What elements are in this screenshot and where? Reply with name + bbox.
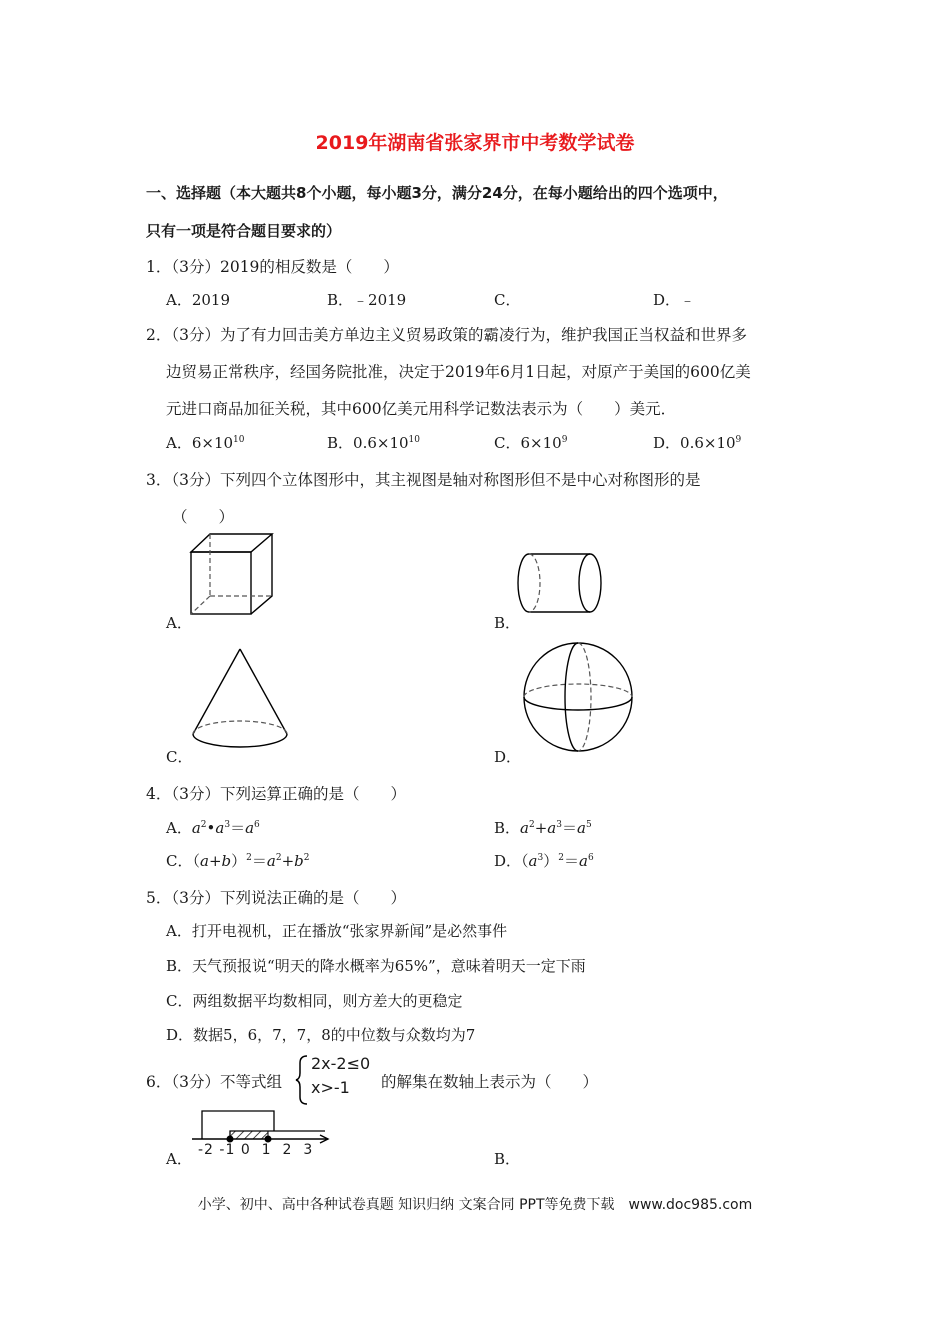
question-2-line1: 2．（3分）为了有力回击美方单边主义贸易政策的霸凌行为，维护我国正当权益和世界多 bbox=[146, 326, 747, 344]
q5-option-c: C．两组数据平均数相同，则方差大的更稳定 bbox=[166, 992, 463, 1010]
page-footer: 小学、初中、高中各种试卷真题 知识归纳 文案合同 PPT等免费下载 www.doc985.com bbox=[197, 1197, 753, 1213]
sphere-figure bbox=[522, 641, 634, 753]
axis-label: 3 bbox=[303, 1142, 314, 1158]
question-4-stem: 4．（3分）下列运算正确的是（ ） bbox=[146, 785, 406, 803]
exam-title: 2019年湖南省张家界市中考数学试卷 bbox=[315, 132, 635, 154]
q1-option-d: D．﹣ bbox=[653, 291, 696, 309]
question-1-stem: 1．（3分）2019的相反数是（ ） bbox=[146, 258, 399, 276]
question-6-stem-suffix: 的解集在数轴上表示为（ ） bbox=[381, 1073, 599, 1091]
q4-option-b: B．$a^2+a^3=a^5$ bbox=[494, 819, 592, 837]
q6-option-b: B． bbox=[494, 1150, 521, 1168]
q4-option-d: D．$(a^3)^2=a^6$ bbox=[494, 852, 594, 870]
q3-option-b: B． bbox=[494, 614, 521, 632]
q6-option-a: A． bbox=[166, 1150, 192, 1168]
q2-option-b: B．$0.6\times 10^{10}$ bbox=[327, 434, 420, 452]
section-heading-line2: 只有一项是符合题目要求的） bbox=[146, 222, 342, 240]
q1-option-c: C． bbox=[494, 291, 521, 309]
q3-option-c: C． bbox=[166, 748, 193, 766]
axis-label: -2 bbox=[198, 1142, 214, 1158]
axis-label: -1 bbox=[219, 1142, 236, 1158]
cube-figure bbox=[188, 531, 278, 617]
axis-label: 1 bbox=[261, 1142, 272, 1158]
question-2-line2: 边贸易正常秩序，经国务院批准，决定于2019年6月1日起，对原产于美国的600亿美 bbox=[166, 363, 751, 381]
q3-option-a: A． bbox=[166, 614, 192, 632]
section-heading-line1: 一、选择题（本大题共8个小题，每小题3分，满分24分，在每小题给出的四个选项中， bbox=[146, 184, 728, 202]
q5-option-a: A．打开电视机，正在播放“张家界新闻”是必然事件 bbox=[166, 922, 508, 940]
question-3-line1: 3．（3分）下列四个立体图形中，其主视图是轴对称图形但不是中心对称图形的是 bbox=[146, 471, 701, 489]
q5-option-d: D．数据5，6，7，7，8的中位数与众数均为7 bbox=[166, 1026, 476, 1044]
axis-label: 0 bbox=[240, 1142, 251, 1158]
q2-option-c: C．$6\times 10^9$ bbox=[494, 434, 568, 452]
question-3-line2: （ ） bbox=[172, 508, 235, 526]
q2-option-a: A．$6\times 10^{10}$ bbox=[166, 434, 245, 452]
axis-label: 2 bbox=[282, 1142, 293, 1158]
inequality-2: x>-1 bbox=[311, 1078, 350, 1097]
q1-option-b: B．﹣2019 bbox=[327, 291, 407, 309]
q4-option-c: C．$(a+b)^2=a^2+b^2$ bbox=[166, 852, 310, 870]
q5-option-b: B．天气预报说“明天的降水概率为65%”，意味着明天一定下雨 bbox=[166, 957, 586, 975]
q4-option-a: A．$a^2•a^3=a^6$ bbox=[166, 819, 260, 837]
inequality-1: 2x-2≤0 bbox=[311, 1054, 371, 1073]
question-6-stem-prefix: 6．（3分）不等式组 bbox=[146, 1073, 282, 1091]
q3-option-d: D． bbox=[494, 748, 522, 766]
question-5-stem: 5．（3分）下列说法正确的是（ ） bbox=[146, 889, 406, 907]
cylinder-figure bbox=[518, 552, 604, 616]
cone-figure bbox=[190, 647, 290, 751]
question-2-line3: 元进口商品加征关税，其中600亿美元用科学记数法表示为（ ）美元． bbox=[166, 400, 677, 418]
number-line-labels bbox=[198, 1142, 313, 1158]
q2-option-d: D．$0.6\times 10^9$ bbox=[653, 434, 742, 452]
q1-option-a: A．2019 bbox=[166, 291, 231, 309]
system-brace bbox=[295, 1055, 309, 1105]
